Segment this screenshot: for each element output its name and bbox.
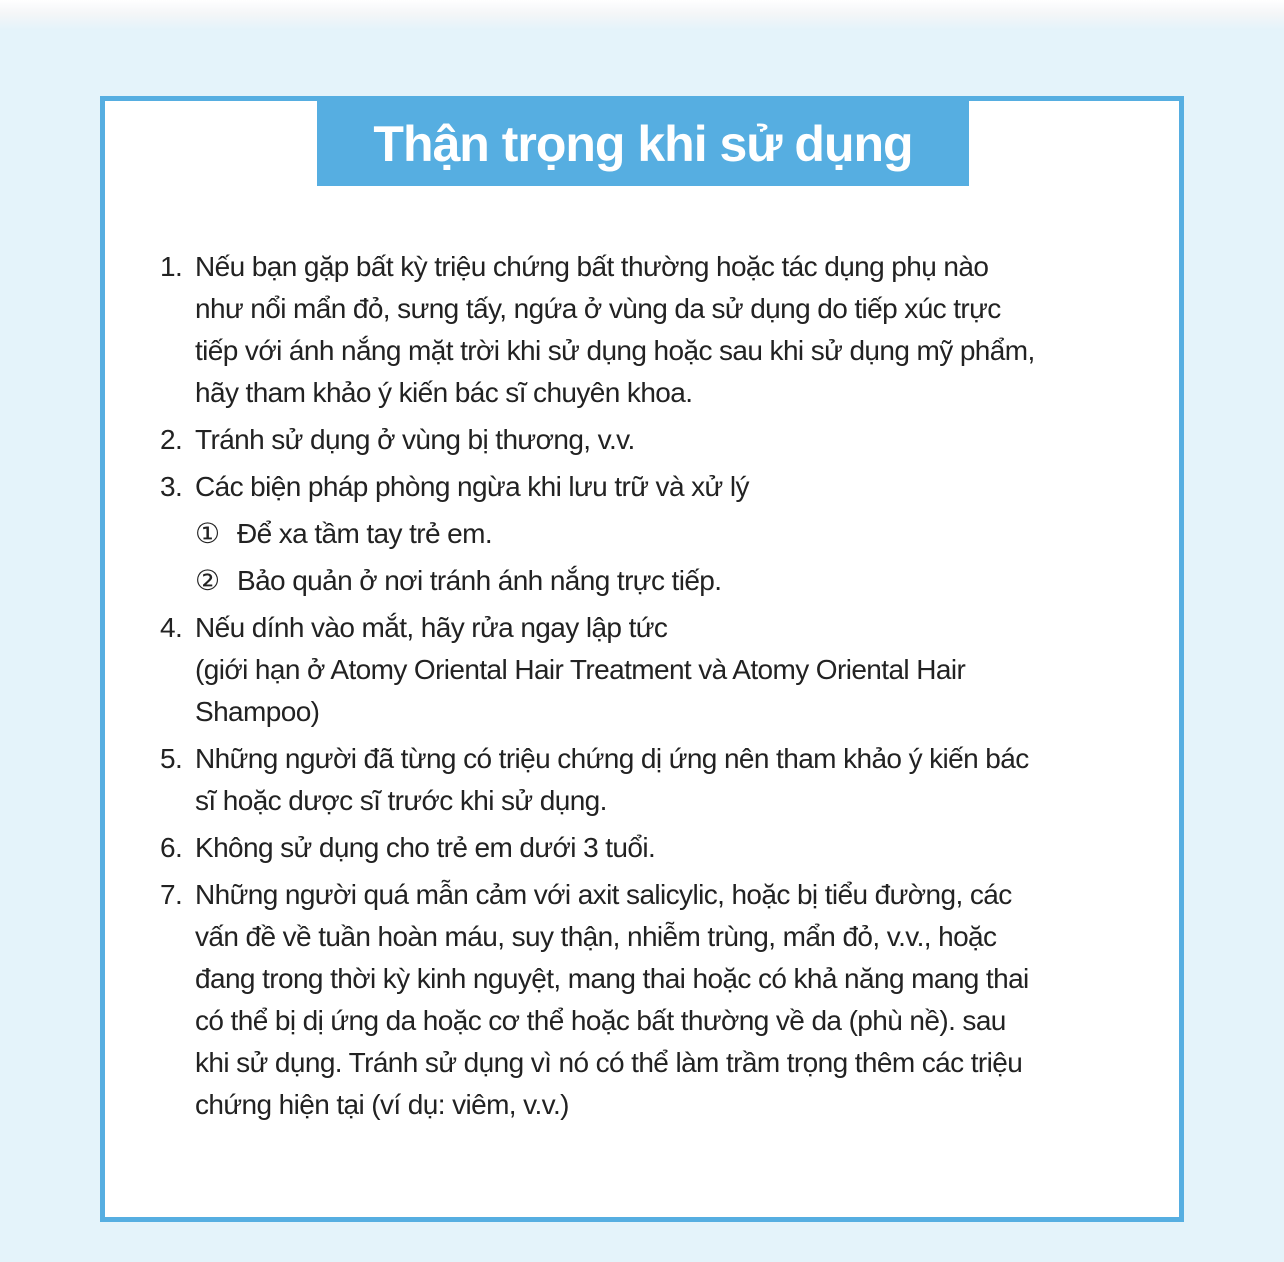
top-shadow-band <box>0 0 1284 30</box>
text-line: như nổi mẩn đỏ, sưng tấy, ngứa ở vùng da sử dụng do tiếp xúc trực <box>195 293 1001 324</box>
sub-item-text: Để xa tầm tay trẻ em. <box>237 518 493 549</box>
text-line: Những người quá mẫn cảm với axit salicylic, hoặc bị tiểu đường, các <box>195 879 1012 910</box>
sub-item-2 <box>160 560 1150 602</box>
item-number: 2. <box>160 424 183 455</box>
text-line: Tránh sử dụng ở vùng bị thương, v.v. <box>195 424 635 455</box>
item-number: 4. <box>160 612 183 643</box>
text-line: Nếu dính vào mắt, hãy rửa ngay lập tức <box>195 612 668 643</box>
text-line: Shampoo) <box>195 696 320 727</box>
circled-one-marker: ① <box>195 518 220 549</box>
sub-item-1 <box>160 513 1150 555</box>
caution-card <box>100 96 1184 1222</box>
text-line: hãy tham khảo ý kiến bác sĩ chuyên khoa. <box>195 377 693 408</box>
text-line: có thể bị dị ứng da hoặc cơ thể hoặc bất thường về da (phù nề). sau <box>195 1005 1006 1036</box>
item-number: 3. <box>160 471 183 502</box>
text-line: chứng hiện tại (ví dụ: viêm, v.v.) <box>195 1089 569 1120</box>
page-title: Thận trọng khi sử dụng <box>373 115 913 172</box>
caution-list <box>160 246 1150 1131</box>
item-number: 7. <box>160 879 183 910</box>
text-line: Các biện pháp phòng ngừa khi lưu trữ và xử lý <box>195 471 749 502</box>
text-line: vấn đề về tuần hoàn máu, suy thận, nhiễm trùng, mẩn đỏ, v.v., hoặc <box>195 921 997 952</box>
title-banner <box>317 101 969 186</box>
text-line: sĩ hoặc dược sĩ trước khi sử dụng. <box>195 785 607 816</box>
text-line: khi sử dụng. Tránh sử dụng vì nó có thể làm trầm trọng thêm các triệu <box>195 1047 1023 1078</box>
list-item-4 <box>160 607 1150 733</box>
text-line: đang trong thời kỳ kinh nguyệt, mang thai hoặc có khả năng mang thai <box>195 963 1029 994</box>
text-line: (giới hạn ở Atomy Oriental Hair Treatment và Atomy Oriental Hair <box>195 654 966 685</box>
item-number: 6. <box>160 832 183 863</box>
item-number: 1. <box>160 251 183 282</box>
text-line: Những người đã từng có triệu chứng dị ứng nên tham khảo ý kiến bác <box>195 743 1029 774</box>
list-item-2 <box>160 419 1150 461</box>
list-item-3 <box>160 466 1150 508</box>
text-line: Không sử dụng cho trẻ em dưới 3 tuổi. <box>195 832 656 863</box>
sub-item-text: Bảo quản ở nơi tránh ánh nắng trực tiếp. <box>237 565 722 596</box>
item-number: 5. <box>160 743 183 774</box>
text-line: Nếu bạn gặp bất kỳ triệu chứng bất thường hoặc tác dụng phụ nào <box>195 251 989 282</box>
list-item-5 <box>160 738 1150 822</box>
list-item-6 <box>160 827 1150 869</box>
list-item-1 <box>160 246 1150 414</box>
circled-two-marker: ② <box>195 565 220 596</box>
list-item-7 <box>160 874 1150 1126</box>
text-line: tiếp với ánh nắng mặt trời khi sử dụng hoặc sau khi sử dụng mỹ phẩm, <box>195 335 1035 366</box>
